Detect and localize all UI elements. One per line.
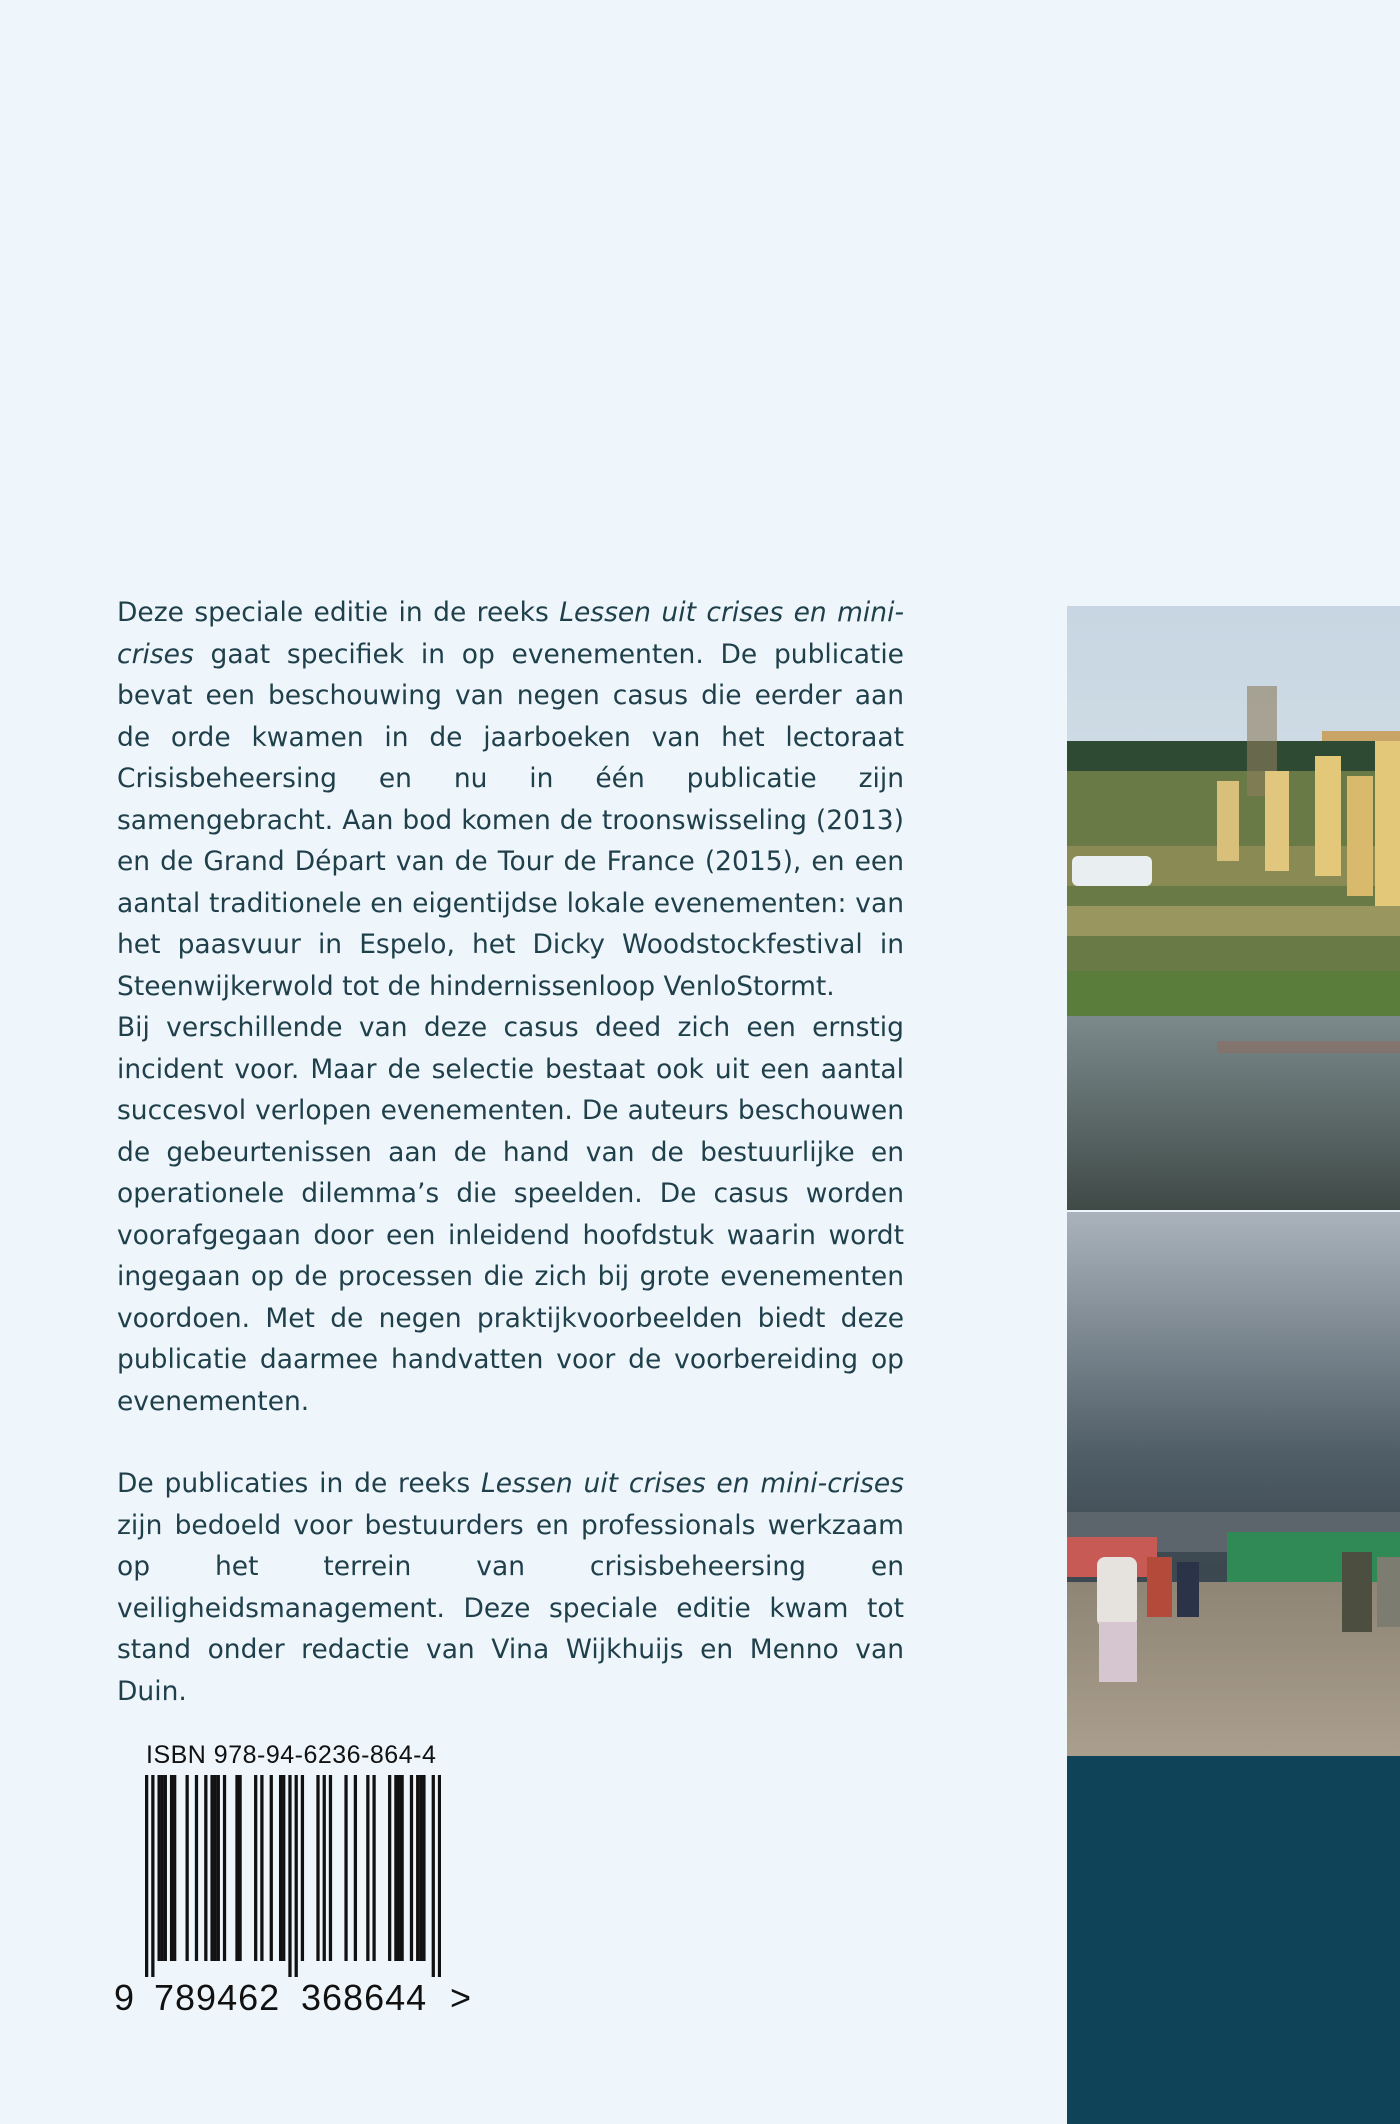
barcode-bar: [410, 1775, 413, 1961]
barcode-digits-group2: 368644: [301, 1977, 428, 2018]
barcode-bar: [344, 1775, 347, 1961]
festival-crowd-storm-photo: [1067, 1212, 1400, 1756]
barcode-bar: [301, 1775, 304, 1961]
barcode-bar: [366, 1775, 369, 1961]
barcode-bar: [354, 1775, 357, 1961]
colour-band: [1067, 1756, 1400, 2124]
barcode-bar: [419, 1775, 422, 1961]
barcode-bar: [282, 1775, 285, 1961]
barcode-bar: [161, 1775, 164, 1961]
barcode-bar: [388, 1775, 391, 1961]
barcode-digits-group1: 789462: [154, 1977, 281, 2018]
isbn-barcode: [145, 1775, 441, 1977]
barcode-bar: [323, 1775, 326, 1961]
text-segment: zijn bedoeld voor bestuurders en professionals werkzaam op het terrein van crisisbeheersing en veiligheidsmanagement. Deze speciale editie kwam tot stand onder redactie van Vina Wijkhuijs en Menno van Duin.: [117, 1509, 904, 1707]
barcode-bar: [438, 1775, 441, 1977]
barcode-bar: [223, 1775, 226, 1961]
barcode-bar: [210, 1775, 213, 1961]
text-segment: Deze speciale editie in de reeks: [117, 597, 560, 628]
barcode-bar: [270, 1775, 273, 1961]
barcode-bar: [279, 1775, 282, 1961]
barcode-bar: [416, 1775, 419, 1961]
barcode-bar: [151, 1775, 154, 1977]
barcode-bar: [329, 1775, 332, 1961]
barcode-arrow: >: [450, 1977, 472, 2018]
back-cover-text: [117, 592, 904, 1712]
text-segment: De publicaties in de reeks: [117, 1468, 481, 1499]
event-site-riverside-photo: [1067, 606, 1400, 1210]
barcode-bar: [400, 1775, 403, 1961]
barcode-bar: [204, 1775, 207, 1961]
barcode-bar: [217, 1775, 220, 1961]
text-segment: gaat specifiek in op evenementen. De publicatie bevat een beschouwing van negen casus die eerder aan de orde kwamen in de jaarboeken van het lectoraat Crisisbeheersing en nu in één publicatie zijn samengebracht. Aan bod komen de troonswisseling (2013) en de Grand Départ van de Tour de France (2015), en een aantal traditionele en eigentijdse lokale evenementen: van het paasvuur in Espelo, het Dicky Woodstockfestival in Steenwijkerwold tot de hindernissenloop VenloStormt.: [117, 638, 904, 1002]
barcode-bar: [173, 1775, 176, 1961]
barcode-bar: [372, 1775, 375, 1961]
paragraph-selection: Bij verschillende van deze casus deed zich een ernstig incident voor. Maar de selectie bestaat ook uit een aantal succesvol verlopen evenementen. De auteurs beschouwen de gebeurtenissen aan de hand van de bestuurlijke en operationele dilemma’s die speelden. De casus worden voorafgegaan door een inleidend hoofdstuk waarin wordt ingegaan op de processen die zich bij grote evenementen voordoen. Met de negen praktijkvoorbeelden biedt deze publicatie daarmee handvatten voor de voorbereiding op evenementen.: [117, 1012, 904, 1417]
series-title: Lessen uit crises en mini-crises: [480, 1468, 904, 1499]
barcode-bar: [214, 1775, 217, 1961]
barcode-bar: [186, 1775, 189, 1961]
barcode-bar: [157, 1775, 160, 1961]
barcode-bar: [238, 1775, 241, 1961]
paragraph-audience: [117, 1463, 904, 1712]
barcode-bar: [260, 1775, 263, 1961]
barcode-bar: [295, 1775, 298, 1977]
barcode-digit-lead: 9: [114, 1977, 135, 2018]
barcode-bar: [145, 1775, 148, 1977]
barcode-bar: [195, 1775, 198, 1961]
barcode-bar: [254, 1775, 257, 1961]
isbn-label: ISBN 978-94-6236-864-4: [146, 1741, 437, 1769]
barcode-bar: [288, 1775, 291, 1977]
barcode-bar: [422, 1775, 425, 1961]
barcode-bar: [164, 1775, 167, 1961]
barcode-bar: [394, 1775, 397, 1961]
barcode-bar: [397, 1775, 400, 1961]
series-title: Lessen uit crises en mini-crises: [117, 597, 905, 670]
barcode-bar: [432, 1775, 435, 1977]
barcode-bar: [170, 1775, 173, 1961]
paragraph-intro: [117, 592, 904, 1007]
barcode-bar: [235, 1775, 238, 1961]
barcode-bar: [316, 1775, 319, 1961]
